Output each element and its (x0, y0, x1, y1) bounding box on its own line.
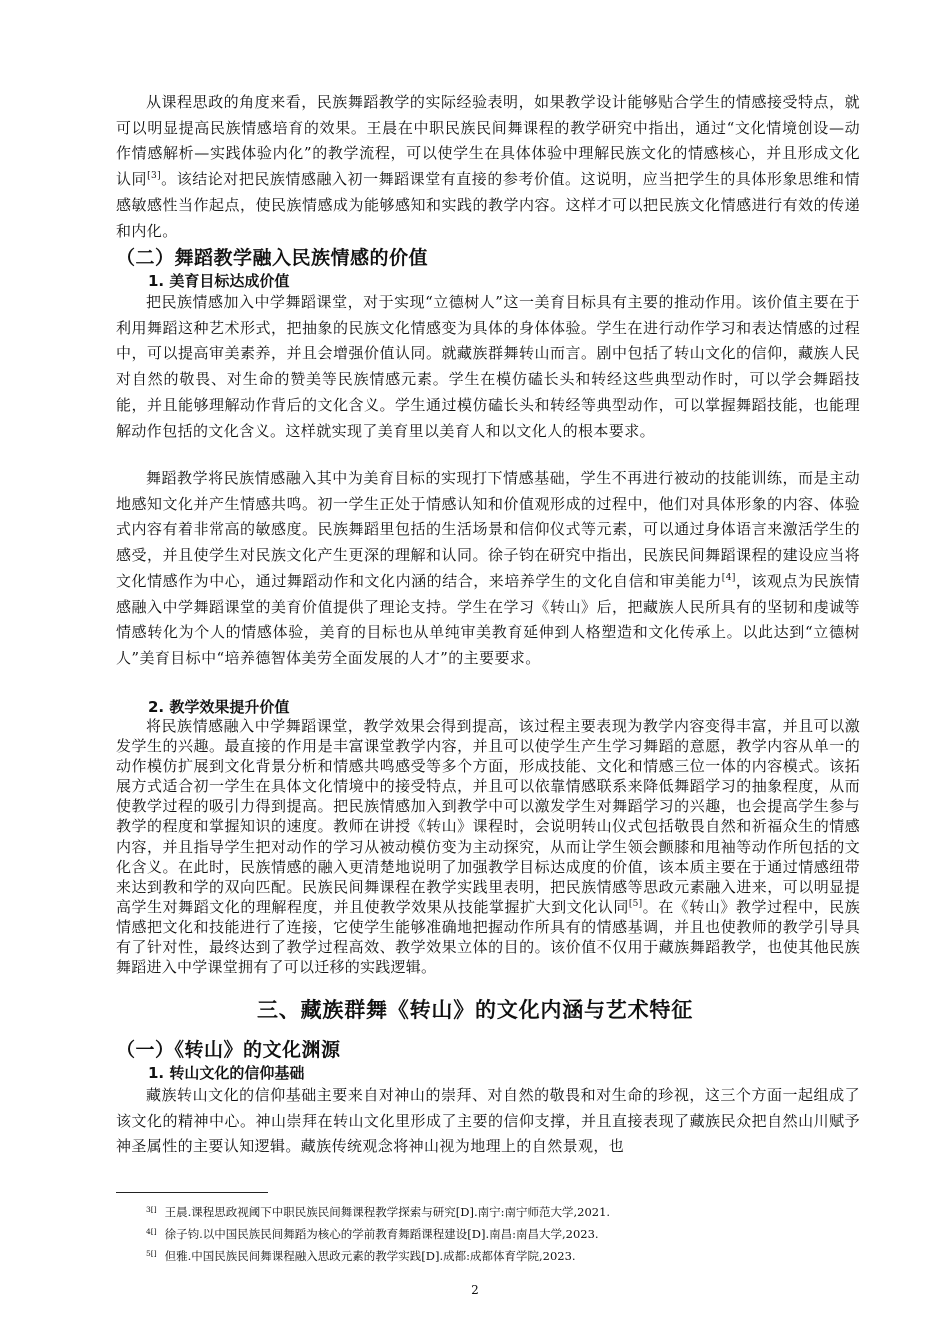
paragraph-emotional-foundation (116, 466, 860, 672)
paragraph-teaching-effect (116, 716, 860, 977)
footnote-text: 徐子钧.以中国民族民间舞蹈为核心的学前教育舞蹈课程建设[D].南昌:南昌大学,2023. (164, 1227, 599, 1241)
footnote (146, 1200, 866, 1222)
body-paragraph (116, 90, 860, 244)
citation-ref: [4] (721, 572, 736, 583)
subsection-heading: 1. 转山文化的信仰基础 (148, 1064, 305, 1082)
footnote-mark: 4[] (146, 1227, 157, 1236)
footnote (146, 1222, 866, 1244)
paragraph-aesthetic-goal (116, 290, 860, 444)
paragraph-text: ，该观点为民族情感融入中学舞蹈课堂的美育价值提供了理论支持。学生在学习《转山》后，把藏族人民所具有的坚韧和虔诚等情感转化为个人的情感体验，美育的目标也从单纯审美教育延伸到人格塑造和文化传承上。以此达到“立德树人”美育目标中“培养德智体美劳全面发展的人才”的主要要求。 (116, 571, 860, 667)
page-number: 2 (471, 1283, 479, 1297)
paragraph-text: 将民族情感融入中学舞蹈课堂，教学效果会得到提高，该过程主要表现为教学内容变得丰富，并且可以激发学生的兴趣。最直接的作用是丰富课堂教学内容，并且可以使学生产生学习舞蹈的意愿，教学内容从单一的动作模仿扩展到文化背景分析和情感共鸣感受等多个方面，形成技能、文化和情感三位一体的内容模式。该拓展方式适合初一学生在具体文化情境中的接受特点，并且可以依靠情感联系来降低舞蹈学习的抽象程度，从而使教学过程的吸引力得到提高。把民族情感加入到教学中可以激发学生对舞蹈学习的兴趣，也会提高学生参与教学的程度和掌握知识的速度。教师在讲授《转山》课程时，会说明转山仪式包括敬畏自然和祈福众生的情感内容，并且指导学生把对动作的学习从被动模仿变为主动探究，从而让学生领会颤膝和甩袖等动作所包括的文化含义。在此时，民族情感的融入更清楚地说明了加强教学目标达成度的价值，该本质主要在于通过情感纽带来达到教和学的双向匹配。民族民间舞课程在教学实践里表明，把民族情感等思政元素融入进来，可以明显提高学生对舞蹈文化的理解程度，并且使教学效果从技能掌握扩大到文化认同 (116, 717, 860, 916)
footnote (146, 1244, 866, 1266)
paragraph-text: 。该结论对把民族情感融入初一舞蹈课堂有直接的参考价值。这说明，应当把学生的具体形象思维和情感敏感性当作起点，使民族情感成为能够感知和实践的教学内容。这样才可以把民族文化情感进行有效的传递和内化。 (116, 170, 860, 240)
subsection-heading: 2. 教学效果提升价值 (148, 698, 290, 716)
footnote-mark: 5[] (146, 1249, 157, 1258)
subsection-heading: 1. 美育目标达成价值 (148, 272, 290, 290)
paragraph-text: 舞蹈教学将民族情感融入其中为美育目标的实现打下情感基础，学生不再进行被动的技能训练，而是主动地感知文化并产生情感共鸣。初一学生正处于情感认知和价值观形成的过程中，他们对具体形象的内容、体验式内容有着非常高的敏感度。民族舞蹈里包括的生活场景和信仰仪式等元素，可以通过身体语言来激活学生的感受，并且使学生对民族文化产生更深的理解和认同。徐子钧在研究中指出，民族民间舞蹈课程的建设应当将文化情感作为中心，通过舞蹈动作和文化内涵的结合，来培养学生的文化自信和审美能力 (116, 469, 860, 590)
section-heading: （二）舞蹈教学融入民族情感的价值 (116, 247, 429, 269)
body-paragraph (116, 716, 860, 977)
body-paragraph: 藏族转山文化的信仰基础主要来自对神山的崇拜、对自然的敬畏和对生命的珍视，这三个方面一起组成了该文化的精神中心。神山崇拜在转山文化里形成了主要的信仰支撑，并且直接表现了藏族民众把自然山川赋予神圣属性的主要认知逻辑。藏族传统观念将神山视为地理上的自然景观，也 (116, 1086, 860, 1156)
paragraph-text: 从课程思政的角度来看，民族舞蹈教学的实际经验表明，如果教学设计能够贴合学生的情感接受特点，就可以明显提高民族情感培育的效果。王晨在中职民族民间舞课程的教学研究中指出，通过“文化情境创设—动作情感解析—实践体验内化”的教学流程，可以使学生在具体体验中理解民族文化的情感核心，并且形成文化认同 (116, 93, 860, 189)
paragraph-text: 。在《转山》教学过程中，民族情感把文化和技能进行了连接，它使学生能够准确地把握动作所具有的情感基调，并且也使教师的教学引导具有了针对性，最终达到了教学过程高效、教学效果立体的目的。该价值不仅用于藏族舞蹈教学，也使其他民族舞蹈进入中学课堂拥有了可以迁移的实践逻辑。 (116, 897, 860, 977)
chapter-heading: 三、藏族群舞《转山》的文化内涵与艺术特征 (257, 998, 693, 1022)
paragraph-faith-foundation (116, 1083, 860, 1160)
footnotes (146, 1200, 866, 1266)
body-paragraph (116, 466, 860, 672)
citation-ref: [3] (147, 171, 162, 182)
footnote-text: 王晨.课程思政视阈下中职民族民间舞课程教学探索与研究[D].南宁:南宁师范大学,2021. (164, 1205, 611, 1219)
body-paragraph: 把民族情感加入中学舞蹈课堂，对于实现“立德树人”这一美育目标具有主要的推动作用。该价值主要在于利用舞蹈这种艺术形式，把抽象的民族文化情感变为具体的身体体验。学生在进行动作学习和表达情感的过程中，可以提高审美素养，并且会增强价值认同。就藏族群舞转山而言。剧中包括了转山文化的信仰，藏族人民对自然的敬畏、对生命的赞美等民族情感元素。学生在模仿磕长头和转经这些典型动作时，可以学会舞蹈技能，并且能够理解动作背后的文化含义。学生通过模仿磕长头和转经等典型动作，可以掌握舞蹈技能，也能理解动作包括的文化含义。这样就实现了美育里以美育人和以文化人的根本要求。 (116, 293, 860, 440)
section-heading: （一）《转山》的文化渊源 (116, 1039, 341, 1061)
footnote-text: 但雅.中国民族民间舞课程融入思政元素的教学实践[D].成都:成都体育学院,2023. (164, 1249, 576, 1263)
footnote-separator (116, 1192, 268, 1193)
paragraph-course-ideology (116, 90, 860, 244)
citation-ref: [5] (628, 898, 643, 909)
footnote-mark: 3[] (146, 1205, 157, 1214)
